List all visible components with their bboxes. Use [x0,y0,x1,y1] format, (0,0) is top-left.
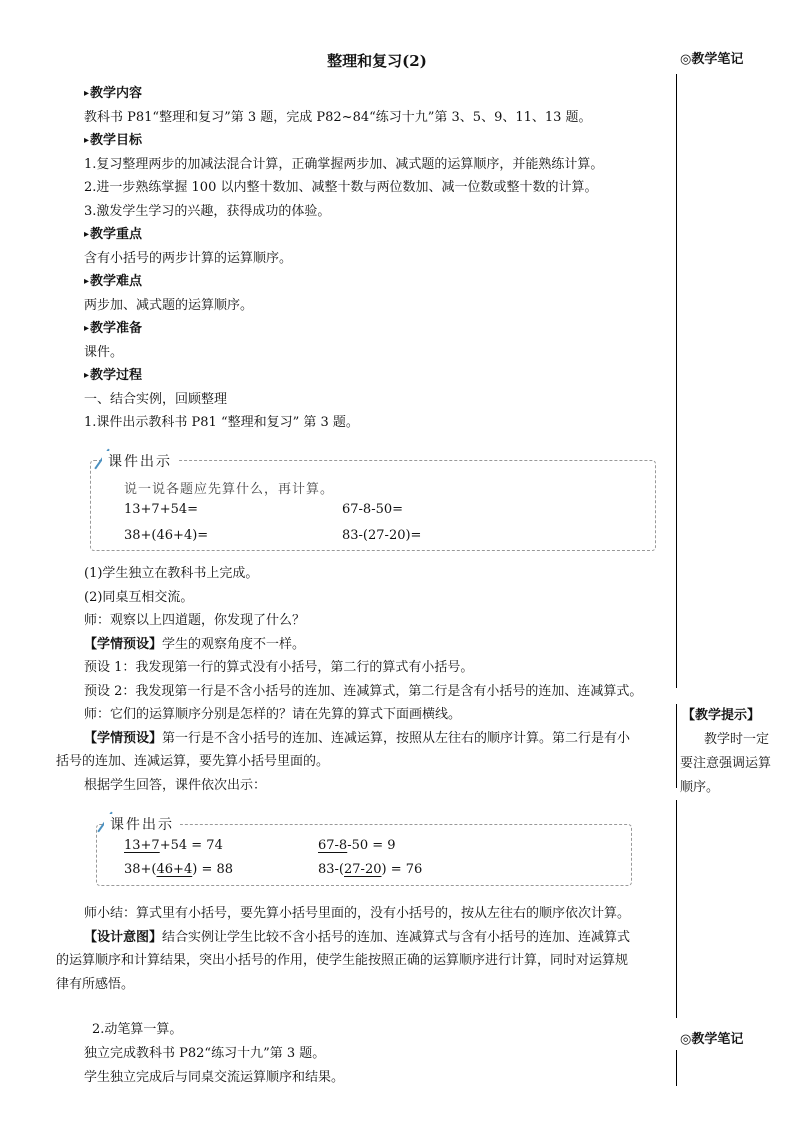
notes-title: ◎教学笔记 [680,52,744,67]
sidebar-divider-2 [676,704,677,788]
end-2c: 律有所感悟。 [56,976,135,992]
hint-line-1: 教学时一定 [704,732,770,747]
sidebar-divider [676,74,677,688]
hint-line-3: 顺序。 [680,780,720,795]
mid-7: 师：它们的运算顺序分别是怎样的？请在先算的算式下面画横线。 [84,707,462,722]
box-1-eq-3: 38+(46+4)= [124,528,209,543]
hint-title: 【教学提示】 [682,708,761,723]
box-1-label: 课件出示 [102,451,178,471]
goal-1: 1.复习整理两步的加减法混合计算，正确掌握两步加、减式题的运算顺序，并能熟练计算。 [84,156,604,172]
box-2-eq-4: 83-(27-20) = 76 [318,862,423,877]
tag-preset-2: 【学情预设】 [84,730,163,746]
goal-heading: ▸ 教学目标 [84,129,674,153]
diff-heading: ▸ 教学难点 [84,270,674,294]
main-mid [56,562,676,797]
content-heading: ▸ 教学内容 [84,82,674,106]
mid-2: (2)同桌互相交流。 [84,589,194,605]
box-2-eq-3: 38+(46+4) = 88 [124,862,234,877]
page-title: 整理和复习(2) [327,52,427,70]
tag-preset-1: 【学情预设】 [84,636,163,652]
end-3: 2.动笔算一算。 [92,1022,183,1037]
proc-2: 1.课件出示教科书 P81 “整理和复习” 第 3 题。 [84,415,359,430]
key-heading: ▸ 教学重点 [84,223,674,247]
mid-8b: 括号的连加、连减运算，要先算小括号里面的。 [56,754,330,769]
box-1-instruction: 说一说各题应先算什么，再计算。 [124,482,335,497]
mid-5: 预设 1：我发现第一行的算式没有小括号，第二行的算式有小括号。 [84,660,474,675]
end-4: 独立完成教科书 P82“练习十九”第 3 题。 [84,1046,326,1061]
mid-1: (1)学生独立在教科书上完成。 [84,566,259,581]
mid-3: 师：观察以上四道题，你发现了什么？ [84,613,306,628]
main-top [84,82,674,435]
tag-design: 【设计意图】 [84,929,163,945]
end-1: 师小结：算式里有小括号，要先算小括号里面的，没有小括号的，按从左往右的顺序依次计算。 [84,906,631,921]
end-2b: 的运算顺序和计算结果，突出小括号的作用，使学生能按照正确的运算顺序进行计算，同时对运算规 [56,953,629,968]
mid-9: 根据学生回答，课件依次出示： [84,777,267,793]
end-5: 学生独立完成后与同桌交流运算顺序和结果。 [84,1070,345,1085]
main-end [56,902,676,996]
notes-title-bottom: ◎教学笔记 [680,1032,744,1047]
goal-3: 3.激发学生学习的兴趣，获得成功的体验。 [84,203,331,219]
content-text: 教科书 P81“整理和复习”第 3 题，完成 P82~84“练习十九”第 3、5、9、11、13 题。 [84,109,592,125]
box-1-eq-4: 83-(27-20)= [342,528,422,543]
box-1-eq-2: 67-8-50= [342,502,404,517]
sidebar-divider-3 [676,800,677,1018]
proc-heading: ▸ 教学过程 [84,364,674,388]
goal-2: 2.进一步熟练掌握 100 以内整十数加、减整十数与两位数加、减一位数或整十数的计算。 [84,180,598,195]
key-text: 含有小括号的两步计算的运算顺序。 [84,250,293,266]
mid-4: 学生的观察角度不一样。 [162,636,306,652]
box-2-eq-1: 13+7+54 = 74 [124,838,223,853]
proc-1: 一、结合实例，回顾整理 [84,391,228,407]
prep-text: 课件。 [84,344,124,360]
prep-heading: ▸ 教学准备 [84,317,674,341]
box-1-eq-1: 13+7+54= [124,502,199,517]
mid-8a: 第一行是不含小括号的连加、连减运算，按照从左往右的顺序计算。第二行是有小 [162,730,631,746]
box-2-label: 课件出示 [104,814,180,834]
mid-6: 预设 2：我发现第一行是不含小括号的连加、连减算式，第二行是含有小括号的连加、连减算式。 [84,683,643,699]
end-2a: 结合实例让学生比较不含小括号的连加、连减算式与含有小括号的连加、连减算式 [162,929,631,945]
box-2-eq-2: 67-8-50 = 9 [318,838,396,853]
sidebar-divider-4 [676,1050,677,1086]
diff-text: 两步加、减式题的运算顺序。 [84,297,254,313]
hint-line-2: 要注意强调运算 [680,756,772,771]
